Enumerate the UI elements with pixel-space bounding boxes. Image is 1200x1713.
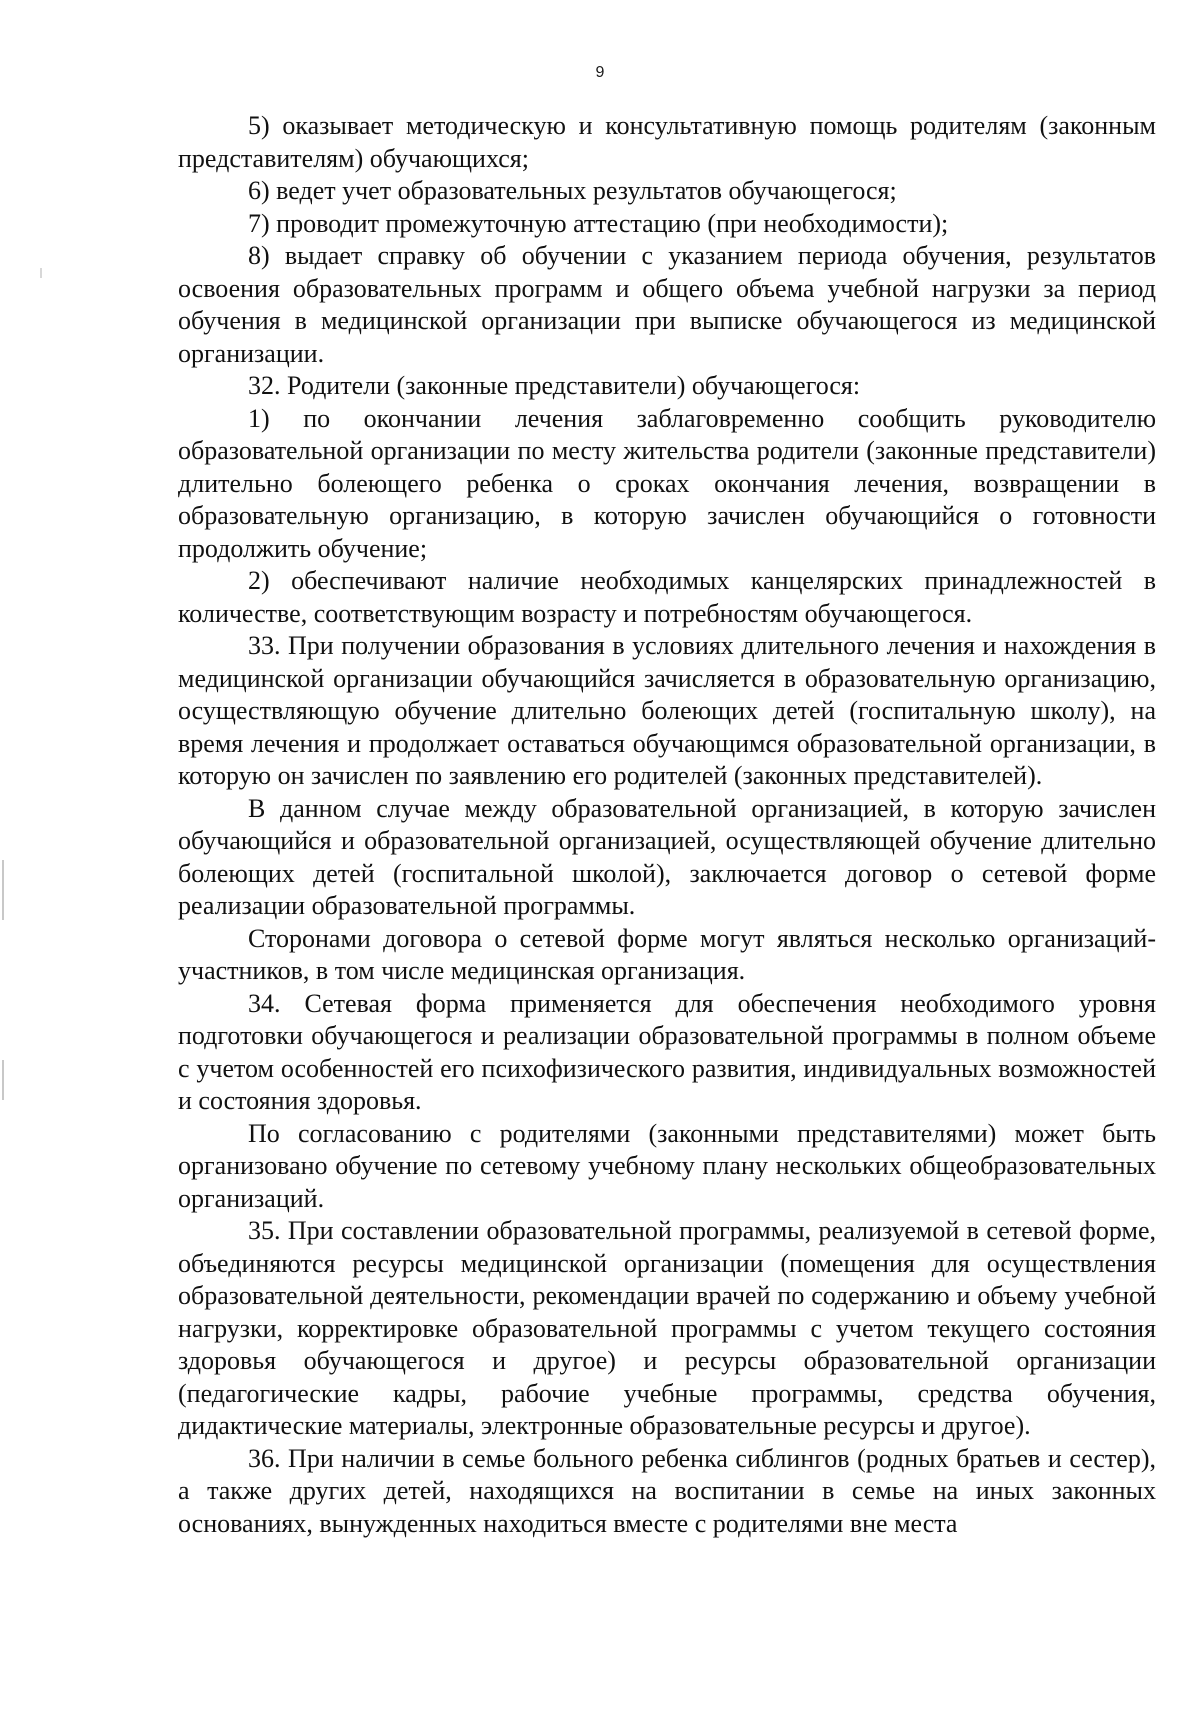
paragraph-clause-32-item-1: 1) по окончании лечения заблаговременно сообщить руководителю образовательной организации по месту жительства родители (законные представители) длительно болеющего ребенка о сроках окончания лечения, возвращении в образовательную организацию, в которую зачислен обучающийся о готовности продолжить обучение; [178, 403, 1156, 563]
paragraph-item-5: 5) оказывает методическую и консультативную помощь родителям (законным представителям) обучающихся; [178, 111, 1156, 173]
paragraph-clause-32: 32. Родители (законные представители) обучающегося: [248, 371, 861, 400]
scan-edge-mark [40, 268, 42, 278]
paragraph-clause-34: 34. Сетевая форма применяется для обеспечения необходимого уровня подготовки обучающегося и реализации образовательной программы в полном объеме с учетом особенностей его психофизического развития, индивидуальных возможностей и состояния здоровья. [178, 988, 1156, 1115]
document-body [178, 110, 1156, 1540]
paragraph-item-7: 7) проводит промежуточную аттестацию (при необходимости); [248, 208, 949, 238]
paragraph-network-agreement: В данном случае между образовательной организацией, в которую зачислен обучающийся и образовательной организацией, осуществляющей обучение длительно болеющих детей (госпитальной школой), заключается договор о сетевой форме реализации образовательной программы. [178, 793, 1156, 920]
scan-edge-mark [2, 1060, 4, 1100]
paragraph-item-8: 8) выдает справку об обучении с указанием периода обучения, результатов освоения образовательных программ и общего объема учебной нагрузки за период обучения в медицинской организации при выписке обучающегося из медицинской организации. [178, 241, 1156, 368]
paragraph-clause-35: 35. При составлении образовательной программы, реализуемой в сетевой форме, объединяются ресурсы медицинской организации (помещения для осуществления образовательной деятельности, рекомендации врачей по содержанию и объему учебной нагрузки, корректировке образовательной программы с учетом текущего состояния здоровья обучающегося и другое) и ресурсы образовательной организации (педагогические кадры, рабочие учебные программы, средства обучения, дидактические материалы, электронные образовательные ресурсы и другое). [178, 1216, 1156, 1440]
paragraph-clause-36: 36. При наличии в семье больного ребенка сиблингов (родных братьев и сестер), а также других детей, находящихся на воспитании в семье на иных законных основаниях, вынужденных находиться вместе с родителями вне места [178, 1443, 1156, 1538]
paragraph-parent-agreement: По согласованию с родителями (законными представителями) может быть организовано обучение по сетевому учебному плану нескольких общеобразовательных организаций. [178, 1118, 1156, 1213]
paragraph-item-6: 6) ведет учет образовательных результатов обучающегося; [248, 176, 897, 205]
scan-edge-mark [2, 860, 4, 920]
paragraph-clause-33: 33. При получении образования в условиях длительного лечения и нахождения в медицинской организации обучающийся зачисляется в образовательную организацию, осуществляющую обучение длительно болеющих детей (госпитальную школу), на время лечения и продолжает оставаться обучающимся образовательной организации, в которую он зачислен по заявлению его родителей (законных представителей). [178, 631, 1156, 790]
page-number: 9 [595, 64, 605, 81]
paragraph-clause-32-item-2: 2) обеспечивают наличие необходимых канцелярских принадлежностей в количестве, соответствующим возрасту и потребностям обучающегося. [178, 566, 1156, 628]
paragraph-agreement-parties: Сторонами договора о сетевой форме могут являться несколько организаций-участников, в том числе медицинская организация. [178, 923, 1156, 985]
